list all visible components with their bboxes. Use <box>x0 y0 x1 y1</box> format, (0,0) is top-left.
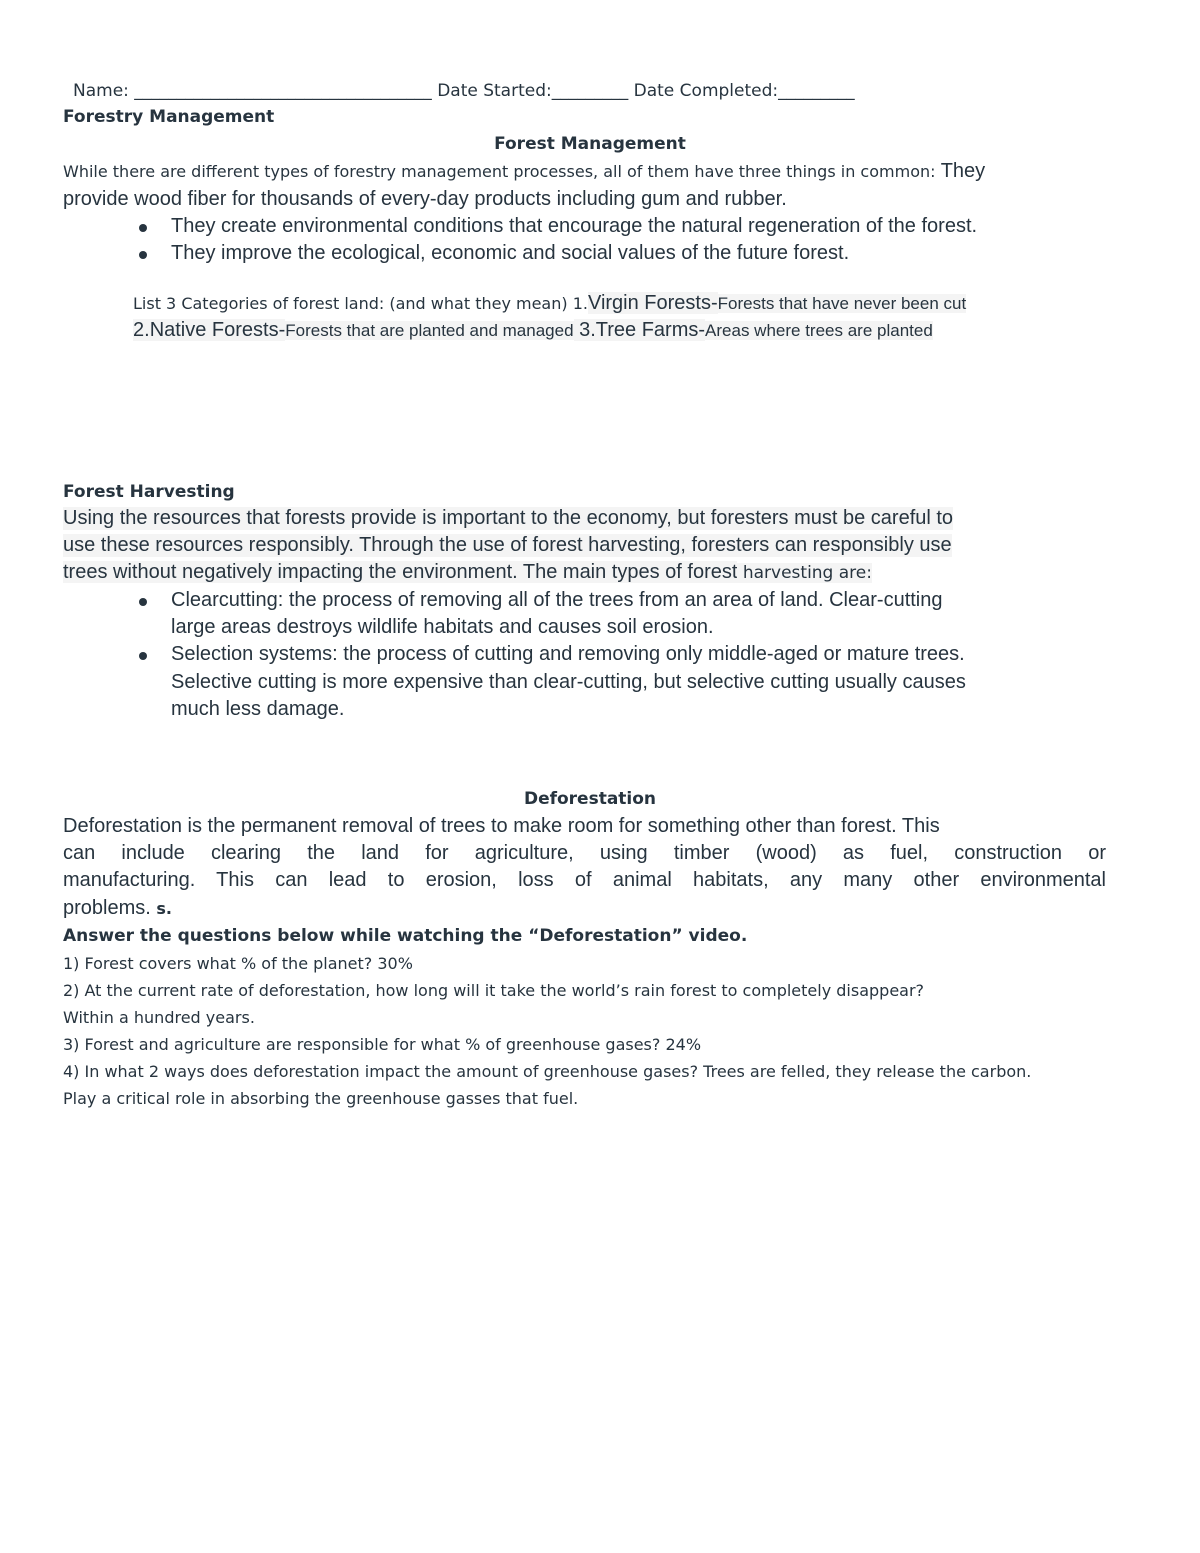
question-2: 2) At the current rate of deforestation, how long will it take the world’s rain forest to completely disappear? <box>63 981 925 1000</box>
category-3-name: Tree Farms- <box>595 319 706 341</box>
section-heading-forest-management: Forest Management <box>494 134 686 154</box>
categories-line-1 <box>133 292 966 315</box>
question-3: 3) Forest and agriculture are responsible for what % of greenhouse gases? 24% <box>63 1035 702 1054</box>
deforestation-line-1: Deforestation is the permanent removal of trees to make room for something other than forest. This <box>63 815 940 837</box>
harvesting-line-3-end: harvesting are: <box>737 563 872 583</box>
question-4-answer: Play a critical role in absorbing the greenhouse gasses that fuel. <box>63 1089 579 1108</box>
deforestation-line-3: manufacturing. This can lead to erosion, loss of animal habitats, any many other environmental <box>63 869 1106 891</box>
category-2-number: 2. <box>133 319 150 341</box>
harvesting-line-3 <box>63 561 872 584</box>
question-1: 1) Forest covers what % of the planet? 30% <box>63 954 413 973</box>
question-2-answer: Within a hundred years. <box>63 1008 255 1027</box>
intro-line-2: provide wood fiber for thousands of every-day products including gum and rubber. <box>63 188 787 210</box>
harvesting-bullet-2-line-1: Selection systems: the process of cutting and removing only middle-aged or mature trees. <box>171 643 965 665</box>
category-1-name: Virgin Forests- <box>587 292 718 314</box>
video-instruction: Answer the questions below while watching the “Deforestation” video. <box>63 926 748 946</box>
category-1-desc: Forests that have never been cut <box>717 294 967 313</box>
intro-small-text: While there are different types of forestry management processes, all of them have three things in common: <box>63 162 936 181</box>
harvesting-line-1: Using the resources that forests provide is important to the economy, but foresters must be careful to <box>63 507 954 529</box>
harvesting-bullet-1-line-1: Clearcutting: the process of removing all of the trees from an area of land. Clear-cutting <box>171 589 943 611</box>
category-2-name: Native Forests- <box>149 319 286 341</box>
category-3-desc: Areas where trees are planted <box>705 321 933 340</box>
bullet-icon <box>139 224 147 232</box>
section-heading-forest-harvesting: Forest Harvesting <box>63 482 235 502</box>
management-bullet-1: They create environmental conditions that encourage the natural regeneration of the forest. <box>171 215 978 237</box>
category-3-number: 3. <box>573 319 596 341</box>
harvesting-line-2: use these resources responsibly. Through the use of forest harvesting, foresters can responsibly use <box>63 534 952 556</box>
section-heading-deforestation: Deforestation <box>523 789 657 809</box>
deforestation-line-4-end: s. <box>150 899 172 918</box>
bullet-icon <box>139 251 147 259</box>
deforestation-line-2: can include clearing the land for agriculture, using timber (wood) as fuel, construction or <box>63 842 1106 864</box>
categories-label: List 3 Categories of forest land: (and what they mean) 1. <box>133 294 588 313</box>
intro-line-1 <box>63 160 985 183</box>
name-date-line: Name: ___________________________________ Date Started:_________ Date Completed:_________ <box>73 81 855 101</box>
deforestation-line-4 <box>63 897 172 920</box>
category-2-desc: Forests that are planted and managed <box>285 321 574 340</box>
management-bullet-2: They improve the ecological, economic and social values of the future forest. <box>171 242 850 264</box>
bullet-icon <box>139 652 147 660</box>
harvesting-bullet-1-line-2: large areas destroys wildlife habitats and causes soil erosion. <box>171 616 714 638</box>
harvesting-bullet-2-line-3: much less damage. <box>171 698 345 720</box>
question-4: 4) In what 2 ways does deforestation impact the amount of greenhouse gases? Trees are felled, they release the carbon. <box>63 1062 1032 1081</box>
deforestation-line-4-text: problems. <box>63 897 151 919</box>
harvesting-bullet-2-line-2: Selective cutting is more expensive than clear-cutting, but selective cutting usually causes <box>171 671 966 693</box>
document-title: Forestry Management <box>63 107 275 127</box>
harvesting-line-3-text: trees without negatively impacting the environment. The main types of forest <box>63 561 738 583</box>
categories-line-2 <box>133 319 933 342</box>
bullet-icon <box>139 598 147 606</box>
intro-large-text: They <box>935 160 986 182</box>
